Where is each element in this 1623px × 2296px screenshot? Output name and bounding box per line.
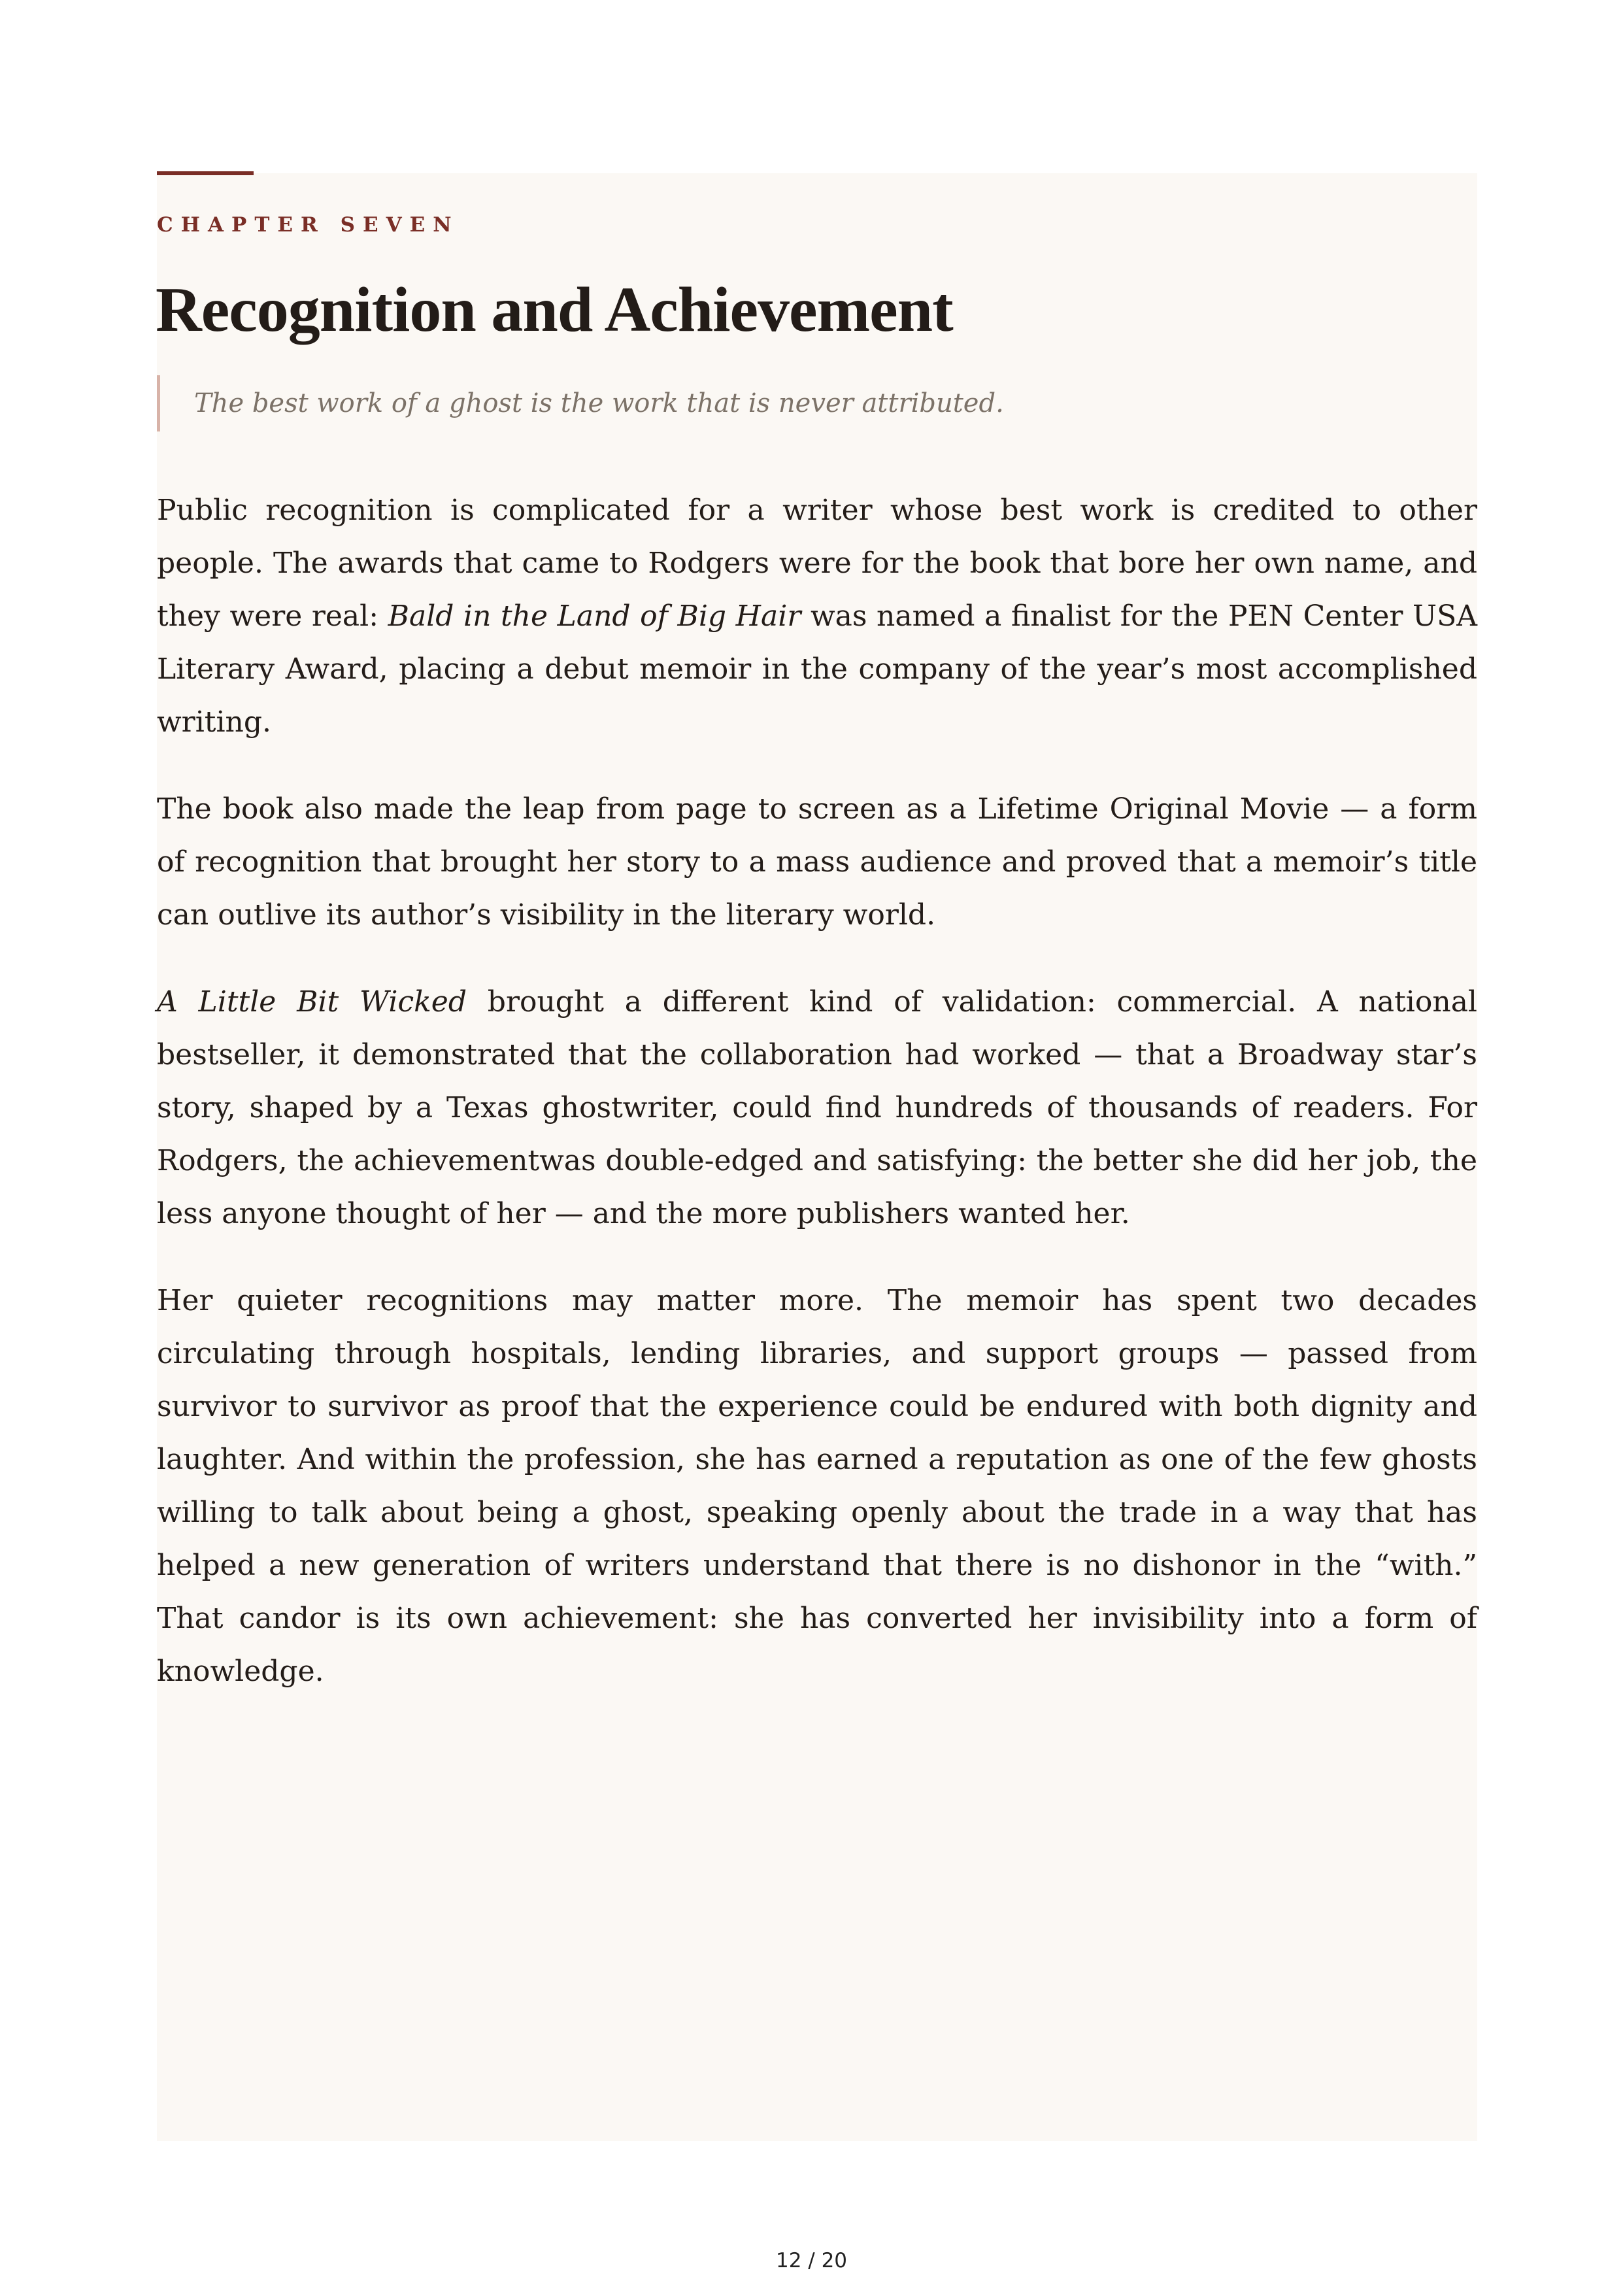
chapter-label: CHAPTER SEVEN [157,213,460,237]
paragraph-text: Public recognition is complicated for a writer whose best work is credited to other people. The awards that came to Rodgers were for the book that bore her own name, and they were real: [157,494,1477,633]
chapter-title: Recognition and Achievement [156,275,953,345]
paragraph [157,975,1477,1240]
paragraph-text: Her quieter recognitions may matter more. The memoir has spent two decades circulating through hospitals, lending libraries, and support groups — passed from survivor to survivor as proof that the experience could be endured with both dignity and laughter. And within the profession, she has earned a reputation as one of the few ghosts willing to talk about being a ghost, speaking openly about the trade in a way that has helped a new generation of writers understand that there is no dishonor in the “with.” That candor is its own achievement: she has converted her invisibility into a form of knowledge. [157,1284,1477,1688]
epigraph [157,375,1268,431]
paragraph-text: The book also made the leap from page to screen as a Lifetime Original Movie — a form of recognition that brought her story to a mass audience and proved that a memoir’s title can outlive its author’s visibility in the literary world. [157,792,1477,932]
paragraph [157,783,1477,941]
body-text [157,484,1477,1732]
epigraph-text: The best work of a ghost is the work that is never attributed. [194,388,1004,418]
paragraph-text: was named a finalist for the PEN Center USA Literary Award, placing a debut memoir in the company of the year’s most accomplished writing. [157,599,1477,739]
paragraph [157,484,1477,749]
book-title: A Little Bit Wicked [157,985,467,1019]
page-number: 12 / 20 [775,2249,848,2272]
paragraph [157,1274,1477,1698]
book-title: Bald in the Land of Big Hair [388,599,801,633]
accent-rule [157,171,254,175]
paragraph-text: brought a different kind of validation: commercial. A national bestseller, it demonstrated that the collaboration had worked — that a Broadway star’s story, shaped by a Texas ghostwriter, could find hundreds of thousands of readers. For Rodgers, the achievementwas double-edged and satisfying: the better she did her job, the less anyone thought of her — and the more publishers wanted her. [157,985,1477,1230]
